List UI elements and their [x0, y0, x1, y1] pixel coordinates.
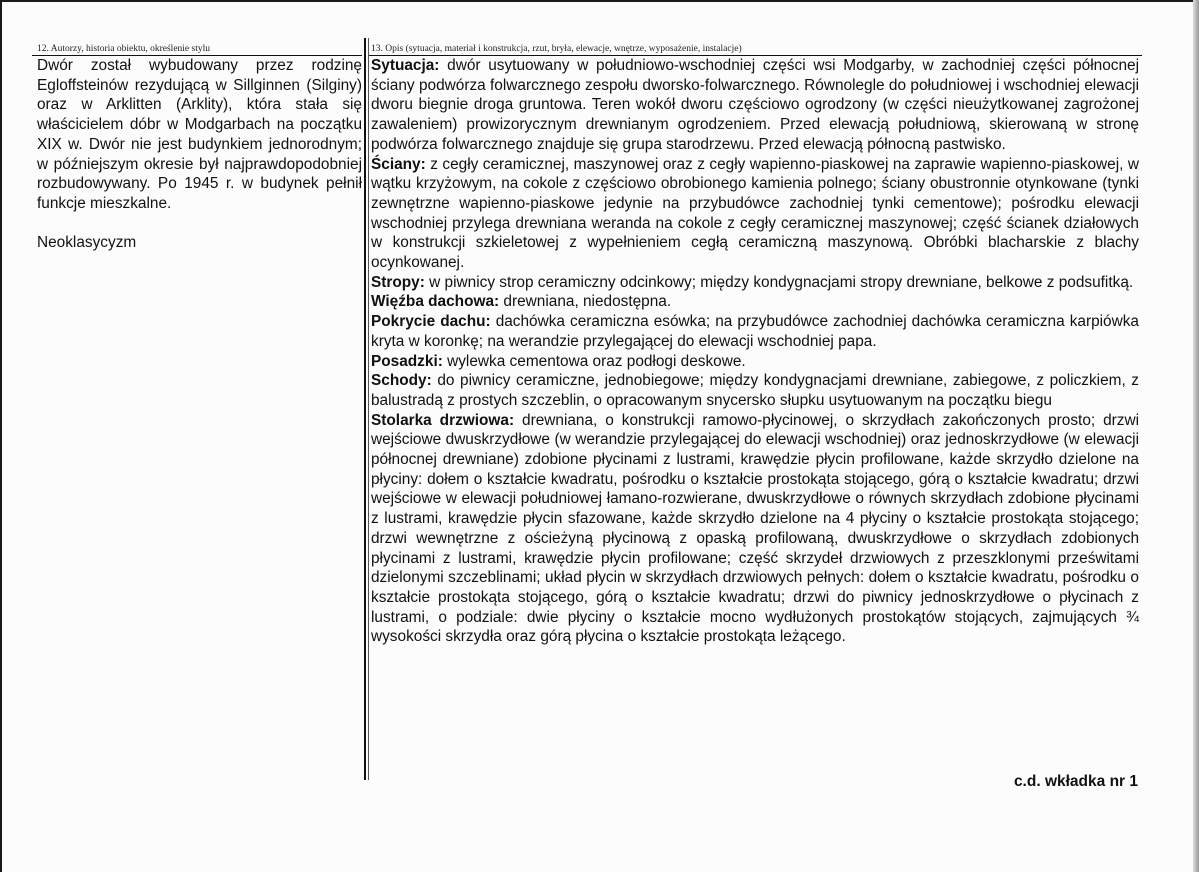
description-label: Posadzki: [371, 352, 443, 370]
continuation-note: c.d. wkładka nr 1 [1013, 773, 1138, 790]
column-divider-inner [368, 38, 369, 780]
description-text: dwór usytuowany w południowo-wschodniej części wsi Modgarby, w zachodniej części północnej ściany podwórza folwarcznego zespołu dworsko-folwarcznego. Równolegle do południowej i wschodniej elewacji dworu biegnie droga gruntowa. Teren wokół dworu częściowo ogrodzony (w części nieużytkowanej zagrożonej zawaleniem) prowizorycznym drewnianym ogrodzeniem. Przed elewacją południową, skierowaną w stronę podwórza folwarcznego znajduje się grupa starodrzewu. Przed elewacją północną pastwisko. [371, 57, 1140, 153]
description-label: Stropy: [371, 273, 425, 291]
description-paragraph-stairs [371, 371, 1139, 410]
description-paragraph-situation [371, 56, 1139, 155]
left-column-header: 12. Autorzy, historia obiektu, określenie stylu [37, 44, 210, 54]
description-text: z cegły ceramicznej, maszynowej oraz z cegły wapienno-piaskowej na zaprawie wapienno-piaskowej, w wątku krzyżowym, na cokole z częściowo obrobionego kamienia polnego; ściany obustronnie otynkowane (tynki zewnętrzne wapienno-piaskowe jedynie na przybudówce zachodniej tynki cementowe); pośrodku elewacji wschodniej przylega drewniana weranda na cokole z cegły ceramicznej maszynowej; część ścianek działowych w konstrukcji szkieletowej z wypełnieniem cegłą ceramiczną maszynową. Obróbki blacharskie z blachy ocynkowanej. [371, 155, 1139, 272]
description-label: Schody: [371, 372, 432, 390]
description-text: drewniana, o konstrukcji ramowo-płycinowej, o skrzydłach zakończonych prosto; drzwi wejściowe dwuskrzydłowe (w werandzie przylegającej do elewacji wschodniej) oraz jednoskrzydłowe (w elewacji północnej drewniane) zdobione płycinami z lustrami, krawędzie płycin profilowane, każde skrzydło dzielone na płyciny: dołem o kształcie kwadratu, pośrodku o kształcie prostokąta stojącego, górą o kształcie kwadratu; drzwi wejściowe w elewacji południowej łamano-rozwierane, dwuskrzydłowe o równych skrzydłach zdobione płycinami z lustrami, krawędzie płycin sfazowane, każde skrzydło dzielone na 4 płyciny o kształcie prostokąta stojącego; drzwi wewnętrzne z ościeżyną płycinową z opaską profilowaną, dwuskrzydłowe o skrzydłach zdobionych płycinami z lustrami, krawędzie płycin profilowane; część skrzydeł drzwiowych z przeszklonymi prześwitami dzielonymi szczeblinami; układ płycin w skrzydłach drzwiowych pełnych: dołem o kształcie kwadratu, pośrodku o kształcie prostokąta stojącego, górą o kształcie kwadratu; drzwi do piwnicy jednoskrzydłowe o płycinach z lustrami, o podziale: dwie płyciny o kształcie mocno wydłużonych prostokątów stojących, zajmujących ¾ wysokości skrzydła oraz górą płycina o kształcie prostokąta leżącego. [371, 411, 1140, 646]
description-label: Sytuacja: [371, 57, 440, 74]
style-label: Neoklasycyzm [37, 234, 137, 252]
description-paragraph-ceilings [371, 273, 1139, 293]
description-label: Pokrycie dachu: [371, 313, 491, 331]
description-section [371, 56, 1139, 647]
description-label: Więźba dachowa: [371, 293, 500, 311]
history-text: Dwór został wybudowany przez rodzinę Egloffsteinów rezydującą w Sillginnen (Silginy) oraz w Arklitten (Arklity), która stała się właścicielem dóbr w Modgarbach na początku XIX w. Dwór nie jest budynkiem jednorodnym; w późniejszym okresie był najprawdopodobniej rozbudowywany. Po 1945 r. w budynek pełnił funkcje mieszkalne. [37, 57, 362, 212]
right-column-header: 13. Opis (sytuacja, materiał i konstrukcja, rzut, bryła, elewacje, wnętrze, wyposażenie, instalacje) [371, 44, 742, 54]
description-text: wylewka cementowa oraz podłogi deskowe. [447, 352, 746, 370]
description-paragraph-doors [371, 411, 1139, 647]
description-text: w piwnicy strop ceramiczny odcinkowy; między kondygnacjami stropy drewniane, belkowe z podsufitką. [429, 273, 1134, 291]
description-paragraph-roofing [371, 312, 1139, 351]
description-text: dachówka ceramiczna esówka; na przybudówce zachodniej dachówka ceramiczna karpiówka kryta w koronkę; na werandzie przylegającej do elewacji wschodniej papa. [371, 313, 1139, 350]
column-divider [364, 38, 366, 780]
description-label: Stolarka drzwiowa: [371, 411, 515, 429]
description-paragraph-walls [371, 155, 1139, 273]
description-paragraph-floors [371, 352, 1139, 372]
description-text: do piwnicy ceramiczne, jednobiegowe; między kondygnacjami drewniane, zabiegowe, z policzkiem, z balustradą z prostych szczeblin, o opracowanym snycersko słupku usytuowanym na początku biegu [371, 372, 1140, 409]
description-text: drewniana, niedostępna. [503, 293, 672, 311]
page-edge [1193, 0, 1199, 872]
history-section [37, 56, 362, 253]
description-label: Ściany: [371, 155, 426, 173]
description-paragraph-roof-truss [371, 292, 1139, 312]
